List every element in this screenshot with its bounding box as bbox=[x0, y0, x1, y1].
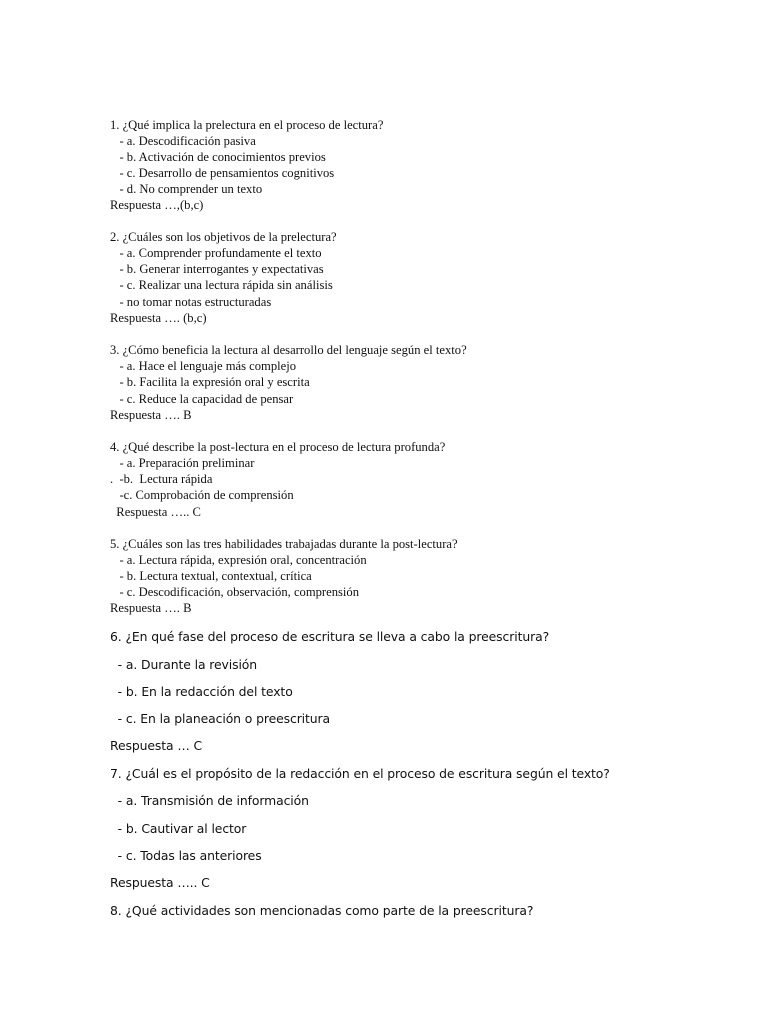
option-6a: - a. Durante la revisión bbox=[110, 657, 258, 672]
option-7a: - a. Transmisión de información bbox=[110, 793, 309, 808]
answer-2: Respuesta …. (b,c) bbox=[110, 311, 207, 325]
option-7c: - c. Todas las anteriores bbox=[110, 848, 262, 863]
option-5b: - b. Lectura textual, contextual, crítica bbox=[110, 569, 312, 583]
option-2c: - c. Realizar una lectura rápida sin análisis bbox=[110, 278, 333, 292]
answer-1: Respuesta …,(b,c) bbox=[110, 198, 204, 212]
question-1: 1. ¿Qué implica la prelectura en el proceso de lectura? bbox=[110, 118, 384, 132]
option-3c: - c. Reduce la capacidad de pensar bbox=[110, 392, 294, 406]
option-4b: . -b. Lectura rápida bbox=[110, 472, 213, 486]
question-6: 6. ¿En qué fase del proceso de escritura se lleva a cabo la preescritura? bbox=[110, 629, 550, 644]
answer-6: Respuesta … C bbox=[110, 738, 202, 753]
option-2d: - no tomar notas estructuradas bbox=[110, 295, 272, 309]
option-6c: - c. En la planeación o preescritura bbox=[110, 711, 331, 726]
option-1b: - b. Activación de conocimientos previos bbox=[110, 150, 326, 164]
option-5a: - a. Lectura rápida, expresión oral, concentración bbox=[110, 553, 367, 567]
option-3b: - b. Facilita la expresión oral y escrita bbox=[110, 375, 310, 389]
option-4a: - a. Preparación preliminar bbox=[110, 456, 255, 470]
option-7b: - b. Cautivar al lector bbox=[110, 821, 247, 836]
answer-7: Respuesta ….. C bbox=[110, 875, 210, 890]
question-5: 5. ¿Cuáles son las tres habilidades trabajadas durante la post-lectura? bbox=[110, 537, 458, 551]
option-2b: - b. Generar interrogantes y expectativas bbox=[110, 262, 324, 276]
option-1c: - c. Desarrollo de pensamientos cognitivos bbox=[110, 166, 335, 180]
question-7: 7. ¿Cuál es el propósito de la redacción en el proceso de escritura según el texto? bbox=[110, 766, 610, 781]
question-3: 3. ¿Cómo beneficia la lectura al desarrollo del lenguaje según el texto? bbox=[110, 343, 467, 357]
option-4c: -c. Comprobación de comprensión bbox=[110, 488, 294, 502]
option-1a: - a. Descodificación pasiva bbox=[110, 134, 256, 148]
option-2a: - a. Comprender profundamente el texto bbox=[110, 246, 322, 260]
question-2: 2. ¿Cuáles son los objetivos de la prelectura? bbox=[110, 230, 337, 244]
option-3a: - a. Hace el lenguaje más complejo bbox=[110, 359, 297, 373]
answer-4: Respuesta ….. C bbox=[110, 505, 201, 519]
option-5c: - c. Descodificación, observación, comprensión bbox=[110, 585, 359, 599]
answer-3: Respuesta …. B bbox=[110, 408, 192, 422]
answer-5: Respuesta …. B bbox=[110, 601, 192, 615]
question-8: 8. ¿Qué actividades son mencionadas como parte de la preescritura? bbox=[110, 903, 534, 918]
option-6b: - b. En la redacción del texto bbox=[110, 684, 293, 699]
option-1d: - d. No comprender un texto bbox=[110, 182, 263, 196]
question-4: 4. ¿Qué describe la post-lectura en el proceso de lectura profunda? bbox=[110, 440, 446, 454]
